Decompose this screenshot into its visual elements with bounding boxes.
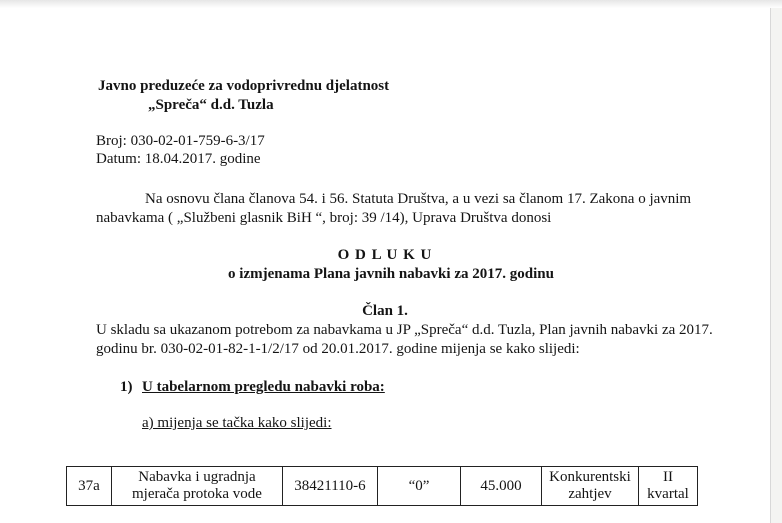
- article-line-1: U skladu sa ukazanom potrebom za nabavkama u JP „Spreča“ d.d. Tuzla, Plan javnih nabavki za 2017.: [96, 322, 713, 338]
- decision-title: O D L U K U: [337, 247, 433, 263]
- intro-line-2: nabavkama ( „Službeni glasnik BiH “, broj: 39 /14), Uprava Društva donosi: [96, 210, 552, 226]
- row-lot: “0”: [378, 467, 461, 506]
- intro-line-1: Na osnovu člana članova 54. i 56. Statuta Društva, a u vezi sa članom 17. Zakona o javnim: [145, 191, 692, 207]
- row-value: 45.000: [461, 467, 542, 506]
- scan-top-edge: [0, 0, 782, 8]
- row-description: Nabavka i ugradnja mjerača protoka vode: [112, 467, 283, 506]
- document-number: Broj: 030-02-01-759-6-3/17: [96, 133, 265, 149]
- article-line-2: godinu br. 030-02-01-82-1-1/2/17 od 20.01.2017. godine mijenja se kako slijedi:: [96, 341, 580, 357]
- org-location: „Spreča“ d.d. Tuzla: [148, 97, 274, 113]
- section-number: 1): [120, 379, 133, 395]
- org-name: Javno preduzeće za vodoprivrednu djelatnost: [98, 78, 390, 94]
- row-quarter: II kvartal: [639, 467, 698, 506]
- document-date: Datum: 18.04.2017. godine: [96, 151, 261, 167]
- decision-subtitle: o izmjenama Plana javnih nabavki za 2017. godinu: [228, 266, 554, 282]
- row-procedure: Konkurentski zahtjev: [542, 467, 639, 506]
- article-heading: Član 1.: [362, 303, 408, 319]
- row-number: 37a: [67, 467, 112, 506]
- point-a: a) mijenja se tačka kako slijedi:: [142, 415, 332, 431]
- table-row: [67, 467, 698, 506]
- row-code: 38421110-6: [283, 467, 378, 506]
- procurement-table: [66, 466, 698, 506]
- section-title: U tabelarnom pregledu nabavki roba:: [142, 379, 385, 395]
